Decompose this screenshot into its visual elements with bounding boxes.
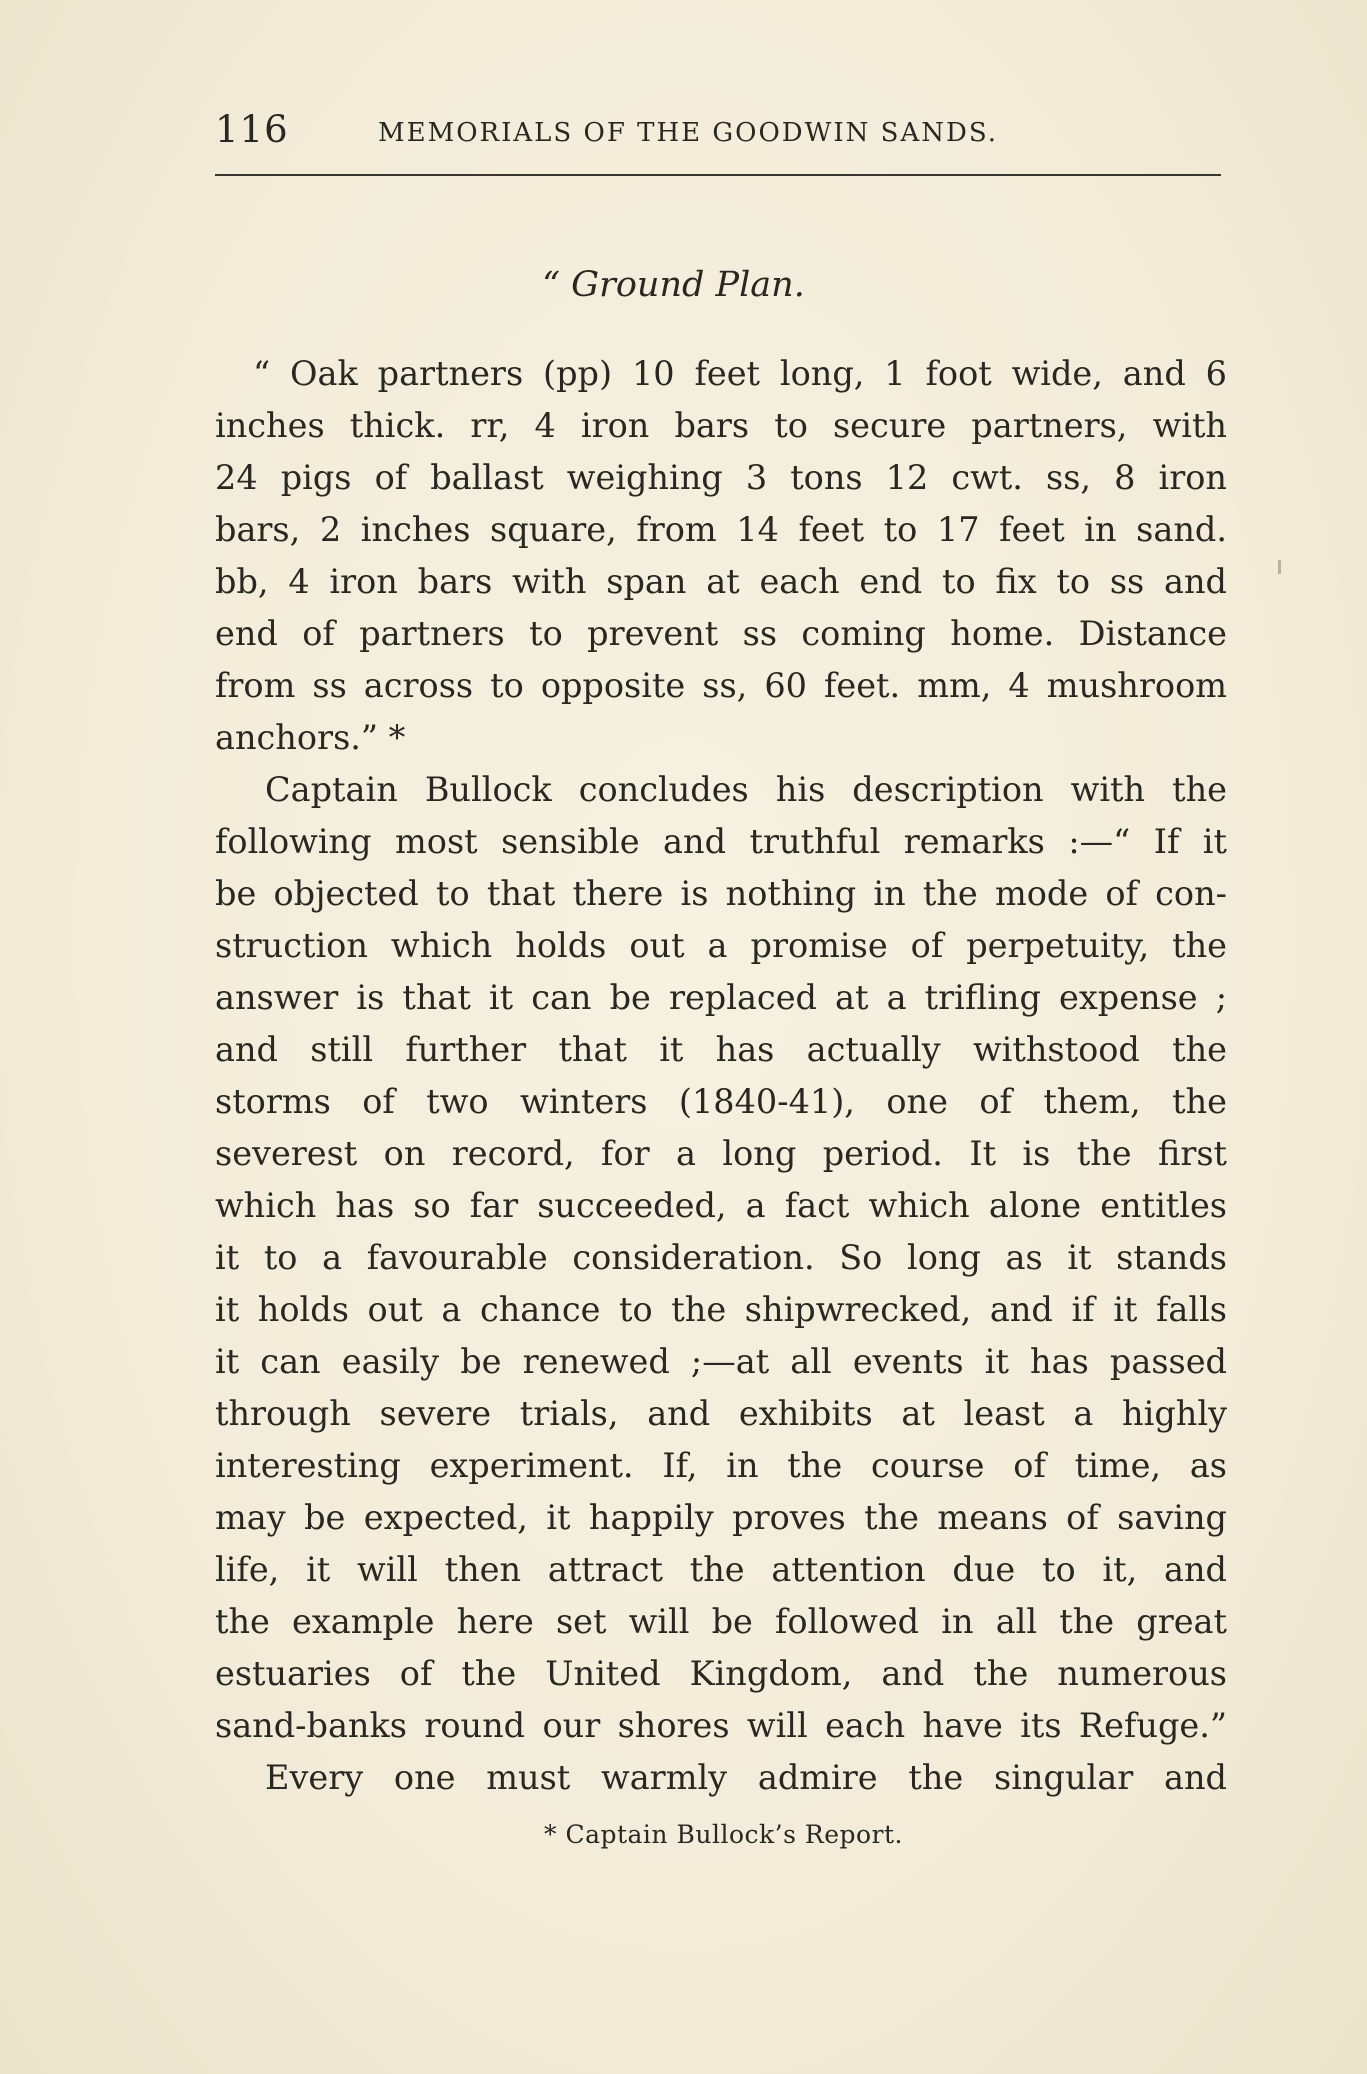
text-line: from ss across to opposite ss, 60 feet. mm, 4 mushroom [215, 666, 1227, 705]
text-line: Every one must warmly admire the singular and [265, 1758, 1227, 1797]
body-text [215, 348, 1227, 1804]
text-line: severest on record, for a long period. It is the first [215, 1134, 1227, 1173]
header-rule [215, 174, 1221, 176]
text-line: it holds out a chance to the shipwrecked, and if it falls [215, 1290, 1227, 1329]
text-line: it to a favourable consideration. So long as it stands [215, 1238, 1227, 1277]
text-line: following most sensible and truthful remarks :—“ If it [215, 822, 1227, 861]
footnote: * Captain Bullock’s Report. [544, 1820, 903, 1849]
page-header [215, 108, 1215, 158]
footnote-wrapper [0, 1820, 1367, 1849]
text-line: bars, 2 inches square, from 14 feet to 17 feet in sand. [215, 510, 1227, 549]
text-line: through severe trials, and exhibits at least a highly [215, 1394, 1227, 1433]
text-line: be objected to that there is nothing in the mode of con- [215, 874, 1227, 913]
text-line: answer is that it can be replaced at a trifling expense ; [215, 978, 1227, 1017]
text-line: struction which holds out a promise of perpetuity, the [215, 926, 1227, 965]
text-line: bb, 4 iron bars with span at each end to fix to ss and [215, 562, 1227, 601]
text-line: end of partners to prevent ss coming home. Distance [215, 614, 1227, 653]
text-line: inches thick. rr, 4 iron bars to secure partners, with [215, 406, 1227, 445]
section-title: “ Ground Plan. [542, 265, 805, 305]
page-number: 116 [215, 108, 289, 151]
text-line: life, it will then attract the attention due to it, and [215, 1550, 1227, 1589]
text-line: which has so far succeeded, a fact which alone entitles [215, 1186, 1227, 1225]
running-head: MEMORIALS OF THE GOODWIN SANDS. [378, 118, 998, 148]
text-line: the example here set will be followed in all the great [215, 1602, 1227, 1641]
text-line: 24 pigs of ballast weighing 3 tons 12 cwt. ss, 8 iron [215, 458, 1227, 497]
text-line: it can easily be renewed ;—at all events it has passed [215, 1342, 1227, 1381]
text-line: sand-banks round our shores will each have its Refuge.” [215, 1706, 1227, 1745]
margin-speck [1278, 560, 1281, 574]
text-line: may be expected, it happily proves the means of saving [215, 1498, 1227, 1537]
text-line: Captain Bullock concludes his description with the [265, 770, 1227, 809]
text-line: anchors.” * [215, 718, 406, 757]
section-title-wrapper [0, 265, 1367, 305]
text-line: interesting experiment. If, in the course of time, as [215, 1446, 1227, 1485]
text-line: estuaries of the United Kingdom, and the numerous [215, 1654, 1227, 1693]
text-line: “ Oak partners (pp) 10 feet long, 1 foot wide, and 6 [253, 354, 1227, 393]
text-line: and still further that it has actually withstood the [215, 1030, 1227, 1069]
text-line: storms of two winters (1840-41), one of them, the [215, 1082, 1227, 1121]
